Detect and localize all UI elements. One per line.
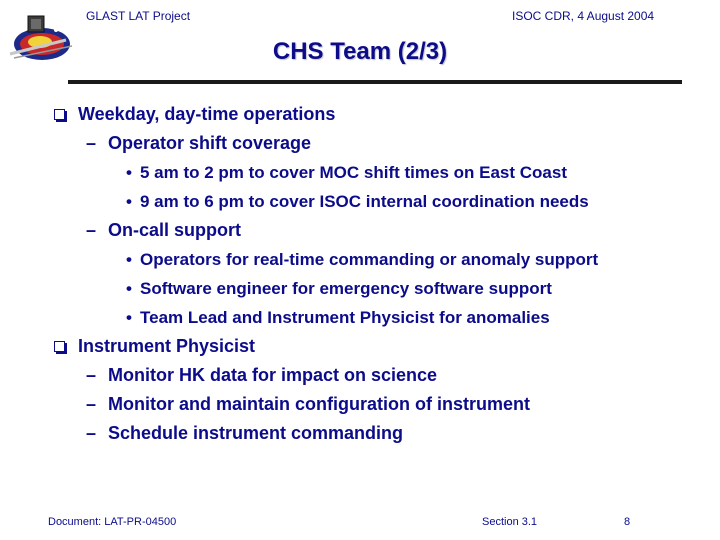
sub-bullet-text: Schedule instrument commanding	[108, 423, 404, 443]
dot-marker: •	[126, 279, 132, 298]
title-rule	[68, 80, 682, 84]
bullet-instrument-physicist	[78, 336, 255, 357]
sub-bullet-text: Monitor HK data for impact on science	[108, 365, 438, 385]
page-title: CHS Team (2/3)	[272, 38, 448, 65]
dash-marker: –	[86, 133, 97, 153]
sub-bullet-text: On-call support	[108, 220, 242, 240]
sub-bullet-configuration	[86, 394, 530, 415]
item-software-engineer	[126, 279, 552, 299]
dot-marker: •	[126, 250, 132, 269]
item-shift-isoc	[126, 192, 589, 212]
sub-bullet-on-call	[86, 220, 242, 241]
dash-marker: –	[86, 220, 97, 240]
dot-marker: •	[126, 308, 132, 327]
item-team-lead	[126, 308, 550, 328]
item-operators	[126, 250, 599, 270]
square-bullet-icon	[54, 109, 65, 120]
footer-page-number: 8	[624, 516, 631, 528]
sub-bullet-shift-coverage	[86, 133, 312, 154]
dash-marker: –	[86, 365, 97, 385]
item-text: 5 am to 2 pm to cover MOC shift times on East Coast	[140, 163, 567, 182]
dash-marker: –	[86, 394, 97, 414]
footer-document: Document: LAT-PR-04500	[48, 516, 177, 528]
dot-marker: •	[126, 163, 132, 182]
dot-marker: •	[126, 192, 132, 211]
item-text: Software engineer for emergency software support	[140, 279, 552, 298]
bullet-weekday	[78, 104, 335, 125]
dash-marker: –	[86, 423, 97, 443]
bullet-text: Instrument Physicist	[78, 336, 256, 356]
sub-bullet-text: Monitor and maintain configuration of instrument	[108, 394, 530, 414]
header-project: GLAST LAT Project	[86, 9, 191, 23]
square-bullet-icon	[54, 341, 65, 352]
item-text: 9 am to 6 pm to cover ISOC internal coordination needs	[140, 192, 589, 211]
sub-bullet-text: Operator shift coverage	[108, 133, 312, 153]
sub-bullet-monitor-hk	[86, 365, 438, 386]
item-shift-east-coast	[126, 163, 567, 183]
header-event: ISOC CDR, 4 August 2004	[512, 9, 655, 23]
item-text: Operators for real-time commanding or anomaly support	[140, 250, 599, 269]
sub-bullet-commanding	[86, 423, 404, 444]
bullet-text: Weekday, day-time operations	[78, 104, 336, 124]
item-text: Team Lead and Instrument Physicist for anomalies	[140, 308, 550, 327]
footer-section: Section 3.1	[482, 516, 538, 528]
